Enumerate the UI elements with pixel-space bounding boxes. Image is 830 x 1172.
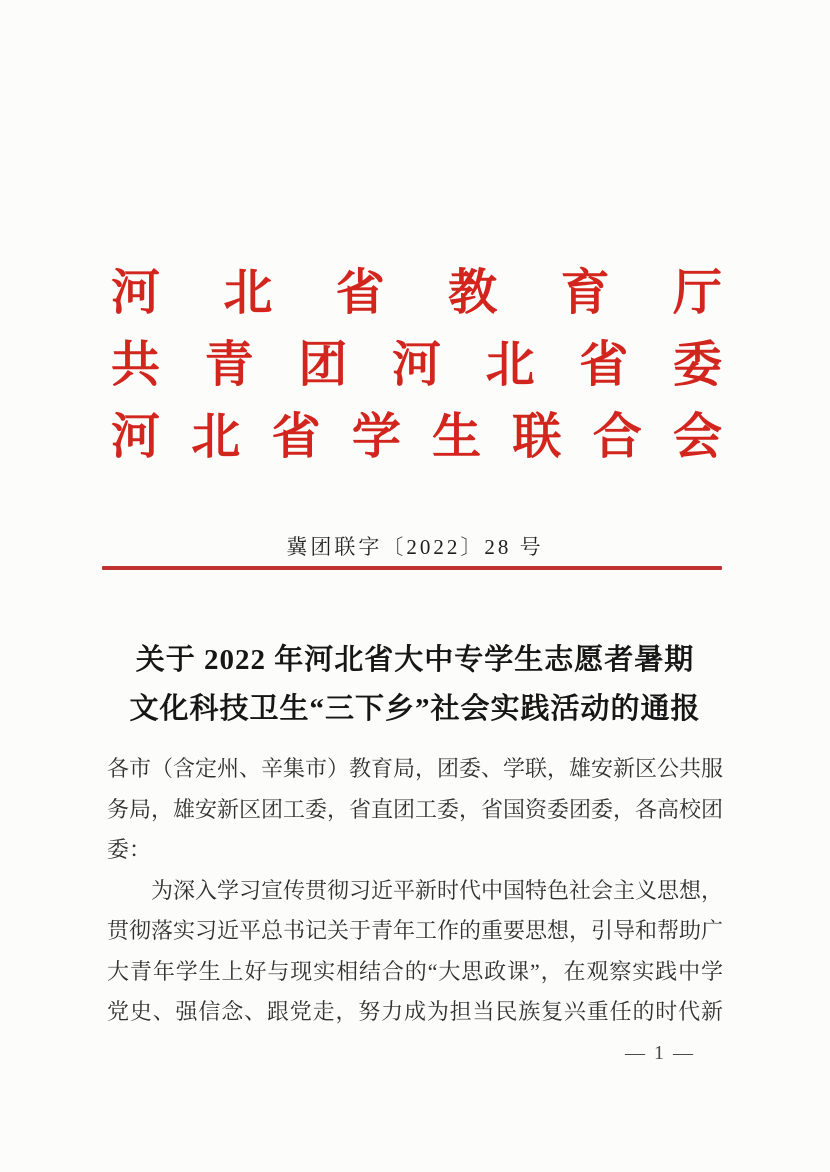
letterhead-character: 北 bbox=[191, 408, 241, 464]
letterhead-line-2 bbox=[111, 328, 722, 400]
document-title-line-2: 文化科技卫生“三下乡”社会实践活动的通报 bbox=[129, 693, 701, 725]
letterhead-character: 合 bbox=[592, 408, 642, 464]
letterhead-character: 会 bbox=[672, 408, 722, 464]
letterhead-character: 厅 bbox=[672, 264, 722, 320]
letterhead-character: 北 bbox=[485, 336, 535, 392]
body-line-recipients-3: 委： bbox=[107, 837, 152, 862]
letterhead-line-1 bbox=[111, 256, 722, 328]
page-number: — 1 — bbox=[625, 1042, 695, 1064]
document-title bbox=[55, 636, 775, 734]
red-separator-rule bbox=[102, 566, 722, 570]
red-letterhead bbox=[111, 256, 722, 472]
letterhead-character: 省 bbox=[271, 408, 321, 464]
letterhead-character: 团 bbox=[298, 336, 348, 392]
letterhead-character: 教 bbox=[448, 264, 498, 320]
letterhead-character: 委 bbox=[672, 336, 722, 392]
letterhead-character: 河 bbox=[391, 336, 441, 392]
letterhead-character: 育 bbox=[560, 264, 610, 320]
letterhead-character: 共 bbox=[111, 336, 161, 392]
body-line-recipients-1: 各市（含定州、辛集市）教育局，团委、学联，雄安新区公共服 bbox=[107, 756, 723, 781]
body-line-paragraph-2: 贯彻落实习近平总书记关于青年工作的重要思想，引导和帮助广 bbox=[107, 918, 723, 943]
body-line-paragraph-1: 为深入学习宣传贯彻习近平新时代中国特色社会主义思想， bbox=[151, 877, 723, 903]
letterhead-character: 省 bbox=[579, 336, 629, 392]
letterhead-character: 河 bbox=[111, 408, 161, 464]
letterhead-character: 北 bbox=[223, 264, 273, 320]
letterhead-line-3 bbox=[111, 400, 722, 472]
document-number: 冀团联字〔2022〕28 号 bbox=[286, 535, 544, 559]
body-line-paragraph-3: 大青年学生上好与现实相结合的“大思政课”，在观察实践中学 bbox=[107, 958, 723, 984]
letterhead-character: 生 bbox=[432, 408, 482, 464]
letterhead-character: 学 bbox=[351, 408, 401, 464]
document-title-line-1: 关于 2022 年河北省大中专学生志愿者暑期 bbox=[135, 644, 695, 676]
body-line-recipients-2: 务局，雄安新区团工委，省直团工委，省国资委团委，各高校团 bbox=[107, 796, 723, 822]
letterhead-character: 河 bbox=[111, 264, 161, 320]
body-text bbox=[107, 749, 723, 1033]
letterhead-character: 联 bbox=[512, 408, 562, 464]
letterhead-character: 省 bbox=[335, 264, 385, 320]
letterhead-character: 青 bbox=[204, 336, 254, 392]
body-line-paragraph-4: 党史、强信念、跟党走，努力成为担当民族复兴重任的时代新 bbox=[107, 999, 723, 1024]
